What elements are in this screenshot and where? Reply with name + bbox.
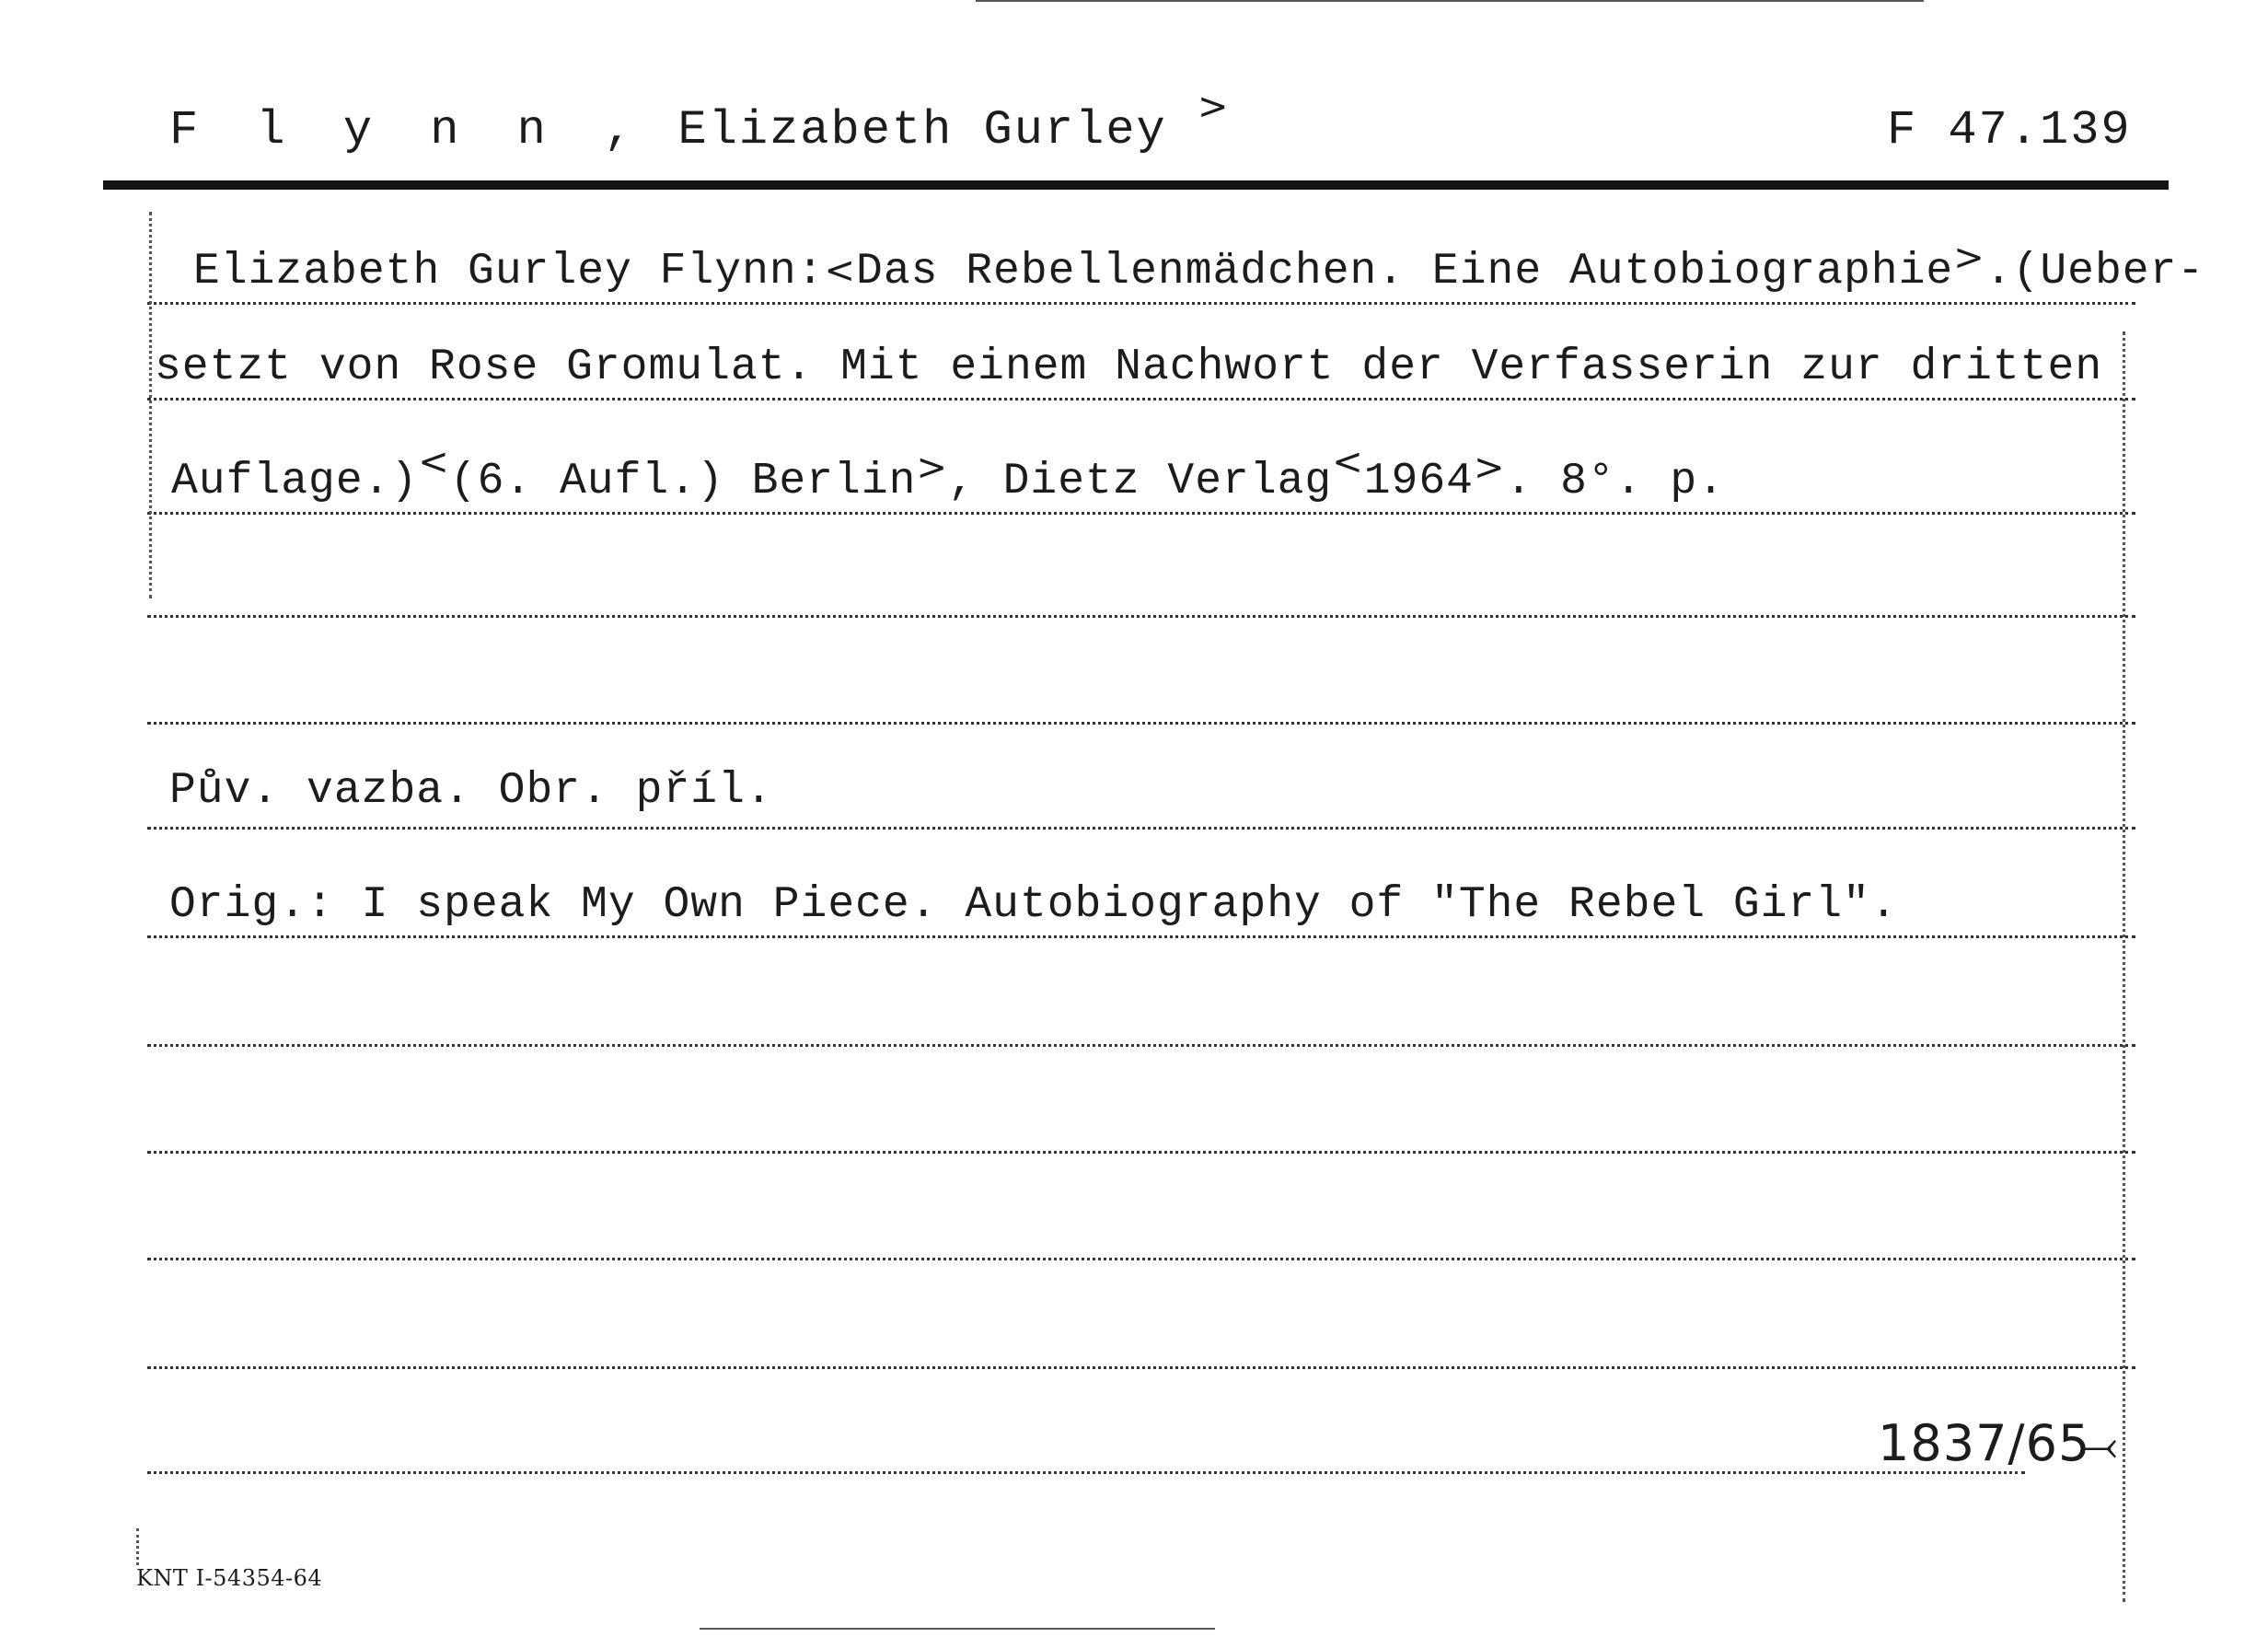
left-margin-dots [149, 212, 152, 598]
entry-mark-open: < [824, 250, 857, 292]
entry-mark: > [916, 447, 948, 489]
dotted-line [147, 1151, 2135, 1154]
dotted-line [147, 302, 2135, 305]
entry-line-1 [193, 237, 2205, 296]
dotted-line [147, 827, 2135, 830]
entry-mark: < [418, 441, 450, 483]
check-mark-icon: ⤙ [2082, 1420, 2118, 1471]
bottom-edge-rule [700, 1628, 1215, 1630]
entry-format: . 8°. p. [1505, 457, 1725, 506]
dotted-line [147, 1471, 2025, 1474]
entry-mark: < [1332, 441, 1364, 483]
entry-title-cont: .(Ueber- [1984, 247, 2205, 296]
author-given-names: Elizabeth Gurley [677, 103, 1167, 157]
entry-edition-note: Auflage.) [171, 457, 419, 506]
shelf-mark: F 47.139 [1887, 103, 2132, 157]
entry-mark: > [1473, 447, 1506, 489]
entry-title: Das Rebellenmädchen. Eine Autobiographie [856, 247, 1954, 296]
left-bottom-dots [136, 1528, 139, 1565]
top-edge-rule [976, 0, 1924, 2]
dotted-line [147, 398, 2135, 401]
heading-author [169, 86, 1231, 157]
printer-imprint: KNT I-54354-64 [136, 1565, 323, 1591]
dotted-line [147, 1044, 2135, 1047]
entry-author: Elizabeth Gurley Flynn: [193, 247, 825, 296]
heading-rule [103, 180, 2169, 190]
dotted-line [147, 722, 2135, 725]
dotted-line [147, 1366, 2135, 1369]
entry-edition: (6. Aufl.) Berlin [449, 457, 917, 506]
author-surname: F l y n n , [169, 103, 648, 157]
entry-publisher: , Dietz Verlag [947, 457, 1333, 506]
dotted-line [147, 935, 2135, 938]
binding-note: Pův. vazba. Obr. příl. [169, 766, 773, 816]
dotted-line [147, 1258, 2135, 1260]
original-title-note: Orig.: I speak My Own Piece. Autobiography of "The Rebel Girl". [169, 880, 1898, 930]
entry-line-2: setzt von Rose Gromulat. Mit einem Nachwort der Verfasserin zur dritten [155, 342, 2103, 392]
entry-mark-close: > [1953, 237, 1985, 279]
heading-mark: > [1197, 86, 1231, 128]
right-margin-dots [2123, 331, 2125, 1602]
entry-year: 1964 [1363, 457, 1474, 506]
entry-line-3 [171, 441, 1725, 506]
dotted-line [147, 615, 2135, 618]
dotted-line [147, 512, 2135, 515]
accession-number: 1837/65 [1878, 1414, 2091, 1472]
